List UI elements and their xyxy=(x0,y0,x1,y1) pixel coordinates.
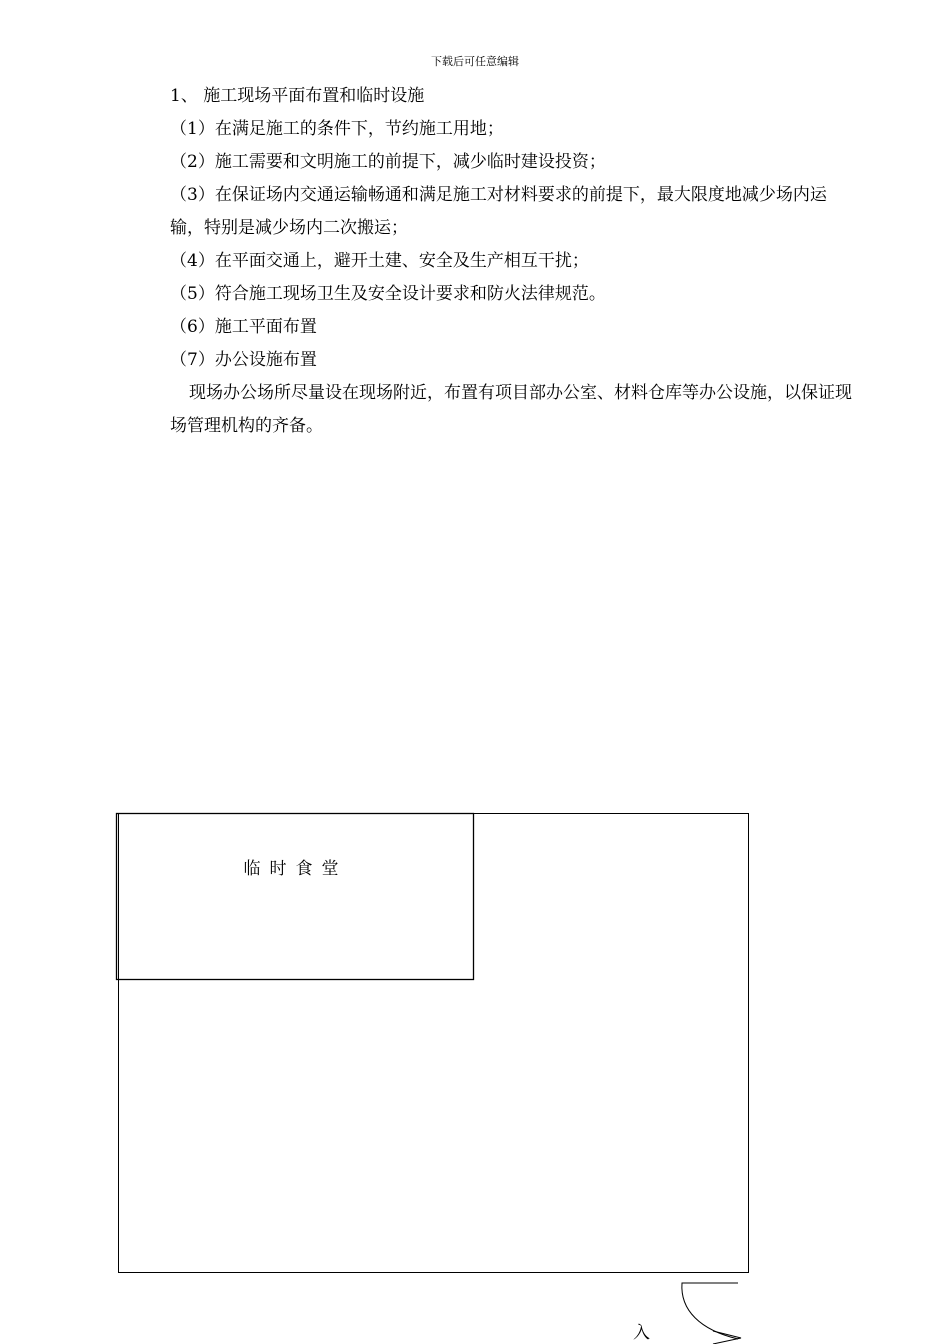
office-paragraph: 现场办公场所尽量设在现场附近，布置有项目部办公室、材料仓库等办公设施，以保证现场管理机构的齐备。 xyxy=(170,383,852,436)
list-item: （2）施工需要和文明施工的前提下，减少临时建设投资； xyxy=(170,152,606,172)
list-item: （1）在满足施工的条件下，节约施工用地； xyxy=(170,119,504,139)
page-header: 下载后可任意编辑 xyxy=(431,55,519,68)
section-heading: 1、 施工现场平面布置和临时设施 xyxy=(170,86,425,106)
site-boundary xyxy=(119,814,749,1273)
entrance-gate-arc xyxy=(682,1283,738,1339)
canteen-building xyxy=(117,814,474,980)
entrance-arrow xyxy=(713,1331,741,1344)
list-item: （7）办公设施布置 xyxy=(170,350,317,370)
list-item: （6）施工平面布置 xyxy=(170,317,317,337)
list-item: （3）在保证场内交通运输畅通和满足施工对材料要求的前提下，最大限度地减少场内运输，特别是减少场内二次搬运； xyxy=(170,185,827,238)
entrance-label: 入 xyxy=(633,1323,650,1343)
list-item: （5）符合施工现场卫生及安全设计要求和防火法律规范。 xyxy=(170,284,606,304)
list-item: （4）在平面交通上，避开土建、安全及生产相互干扰； xyxy=(170,251,589,271)
canteen-label: 临时食堂 xyxy=(243,859,348,879)
